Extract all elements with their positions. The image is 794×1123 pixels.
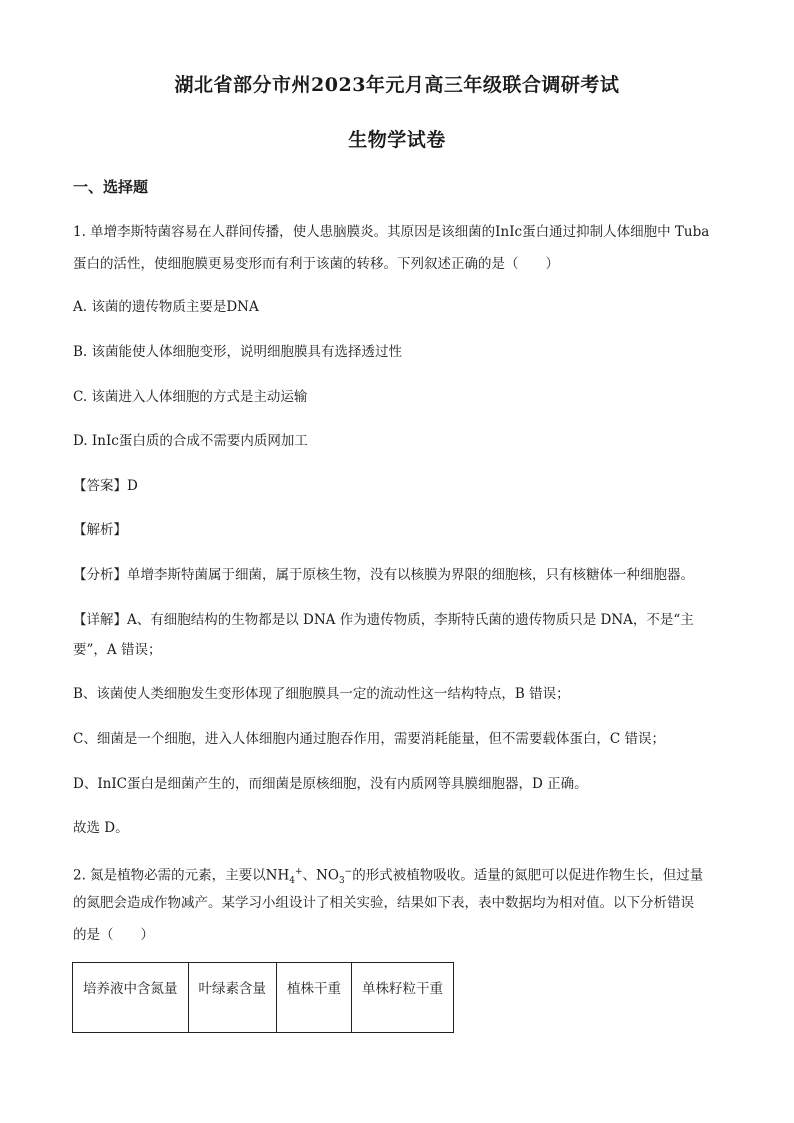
q1-xiangjie-a2: 要”，A 错误；: [73, 642, 162, 658]
q1-stem-line2: 蛋白的活性，使细胞膜更易变形而有利于该菌的转移。下列叙述正确的是（ ）: [73, 256, 559, 272]
table-header-cell: 单株籽粒干重: [352, 963, 454, 1033]
q1-xiangjie-d: D、InIC蛋白是细菌产生的，而细菌是原核细胞，没有内质网等具膜细胞器，D 正确。: [73, 776, 588, 792]
exam-title: 湖北省部分市州2023年元月高三年级联合调研考试: [174, 74, 620, 96]
q1-answer: [73, 476, 138, 496]
q2-data-table: [72, 962, 454, 1033]
q1-conclusion: 故选 D。: [73, 820, 129, 836]
no-subscript: 3: [338, 876, 345, 887]
q1-xiangjie-c: C、细菌是一个细胞，进入人体细胞内通过胞吞作用，需要消耗能量，但不需要载体蛋白，C 错误；: [73, 731, 665, 747]
fenxi-text: 单增李斯特菌属于细菌，属于原核生物，没有以核膜为界限的细胞核，只有核糖体一种细胞器。: [127, 567, 694, 583]
no-superscript: −: [344, 867, 353, 877]
q1-option-d: D. InIc蛋白质的合成不需要内质网加工: [73, 433, 308, 449]
answer-label: 【答案】: [73, 478, 127, 494]
q2-stem-line2: 的氮肥会造成作物减产。某学习小组设计了相关实验，结果如下表，表中数据均为相对值。以下分析错误: [73, 895, 694, 911]
q1-fenxi: [73, 565, 694, 585]
q1-xiangjie-b: B、该菌使人类细胞发生变形体现了细胞膜具一定的流动性这一结构特点，B 错误；: [73, 686, 570, 702]
q1-option-c: C. 该菌进入人体细胞的方式是主动运输: [73, 389, 308, 405]
q2-stem-line3: 的是（ ）: [73, 927, 154, 943]
q2-stem-sep: 、NO: [302, 867, 339, 884]
table-header-cell: 培养液中含氮量: [73, 963, 189, 1033]
exam-subtitle: 生物学试卷: [348, 129, 446, 151]
q1-option-a: A. 该菌的遗传物质主要是DNA: [73, 299, 259, 315]
nh-superscript: +: [295, 867, 303, 877]
answer-value: D: [127, 478, 138, 494]
section-heading: 一、选择题: [73, 178, 149, 196]
q1-stem-line1: 1. 单增李斯特菌容易在人群间传播，使人患脑膜炎。其原因是该细菌的InIc蛋白通过抑制人体细胞中 Tuba: [73, 224, 710, 240]
table-header-row: [73, 963, 454, 1033]
xiangjie-a-text: A、有细胞结构的生物都是以 DNA 作为遗传物质，李斯特氏菌的遗传物质只是 DNA，不是“主: [127, 612, 694, 628]
nh-subscript: 4: [289, 876, 295, 887]
q1-xiangjie-a1: [73, 610, 694, 630]
q2-stem-line1: [73, 862, 703, 891]
q2-stem-part1: 2. 氮是植物必需的元素，主要以NH: [73, 867, 290, 884]
table-header-cell: 叶绿素含量: [188, 963, 277, 1033]
xiangjie-label: 【详解】: [73, 612, 127, 628]
q1-analysis-label: 【解析】: [73, 522, 127, 538]
q1-option-b: B. 该菌能使人体细胞变形，说明细胞膜具有选择透过性: [73, 344, 403, 360]
fenxi-label: 【分析】: [73, 567, 127, 583]
table-header-cell: 植株干重: [277, 963, 352, 1033]
q2-stem-part2: 的形式被植物吸收。适量的氮肥可以促进作物生长，但过量: [352, 867, 704, 884]
